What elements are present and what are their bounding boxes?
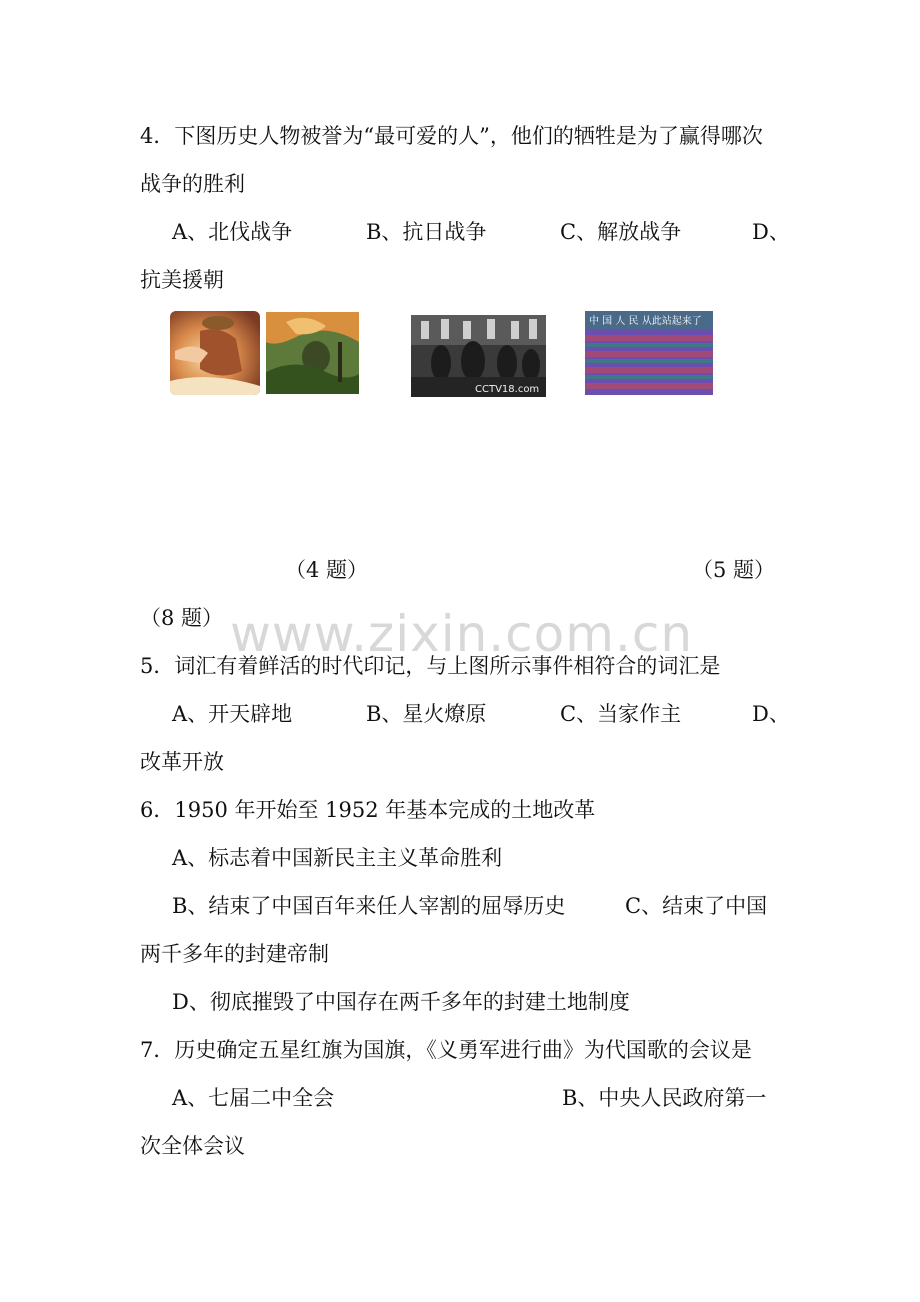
cctv-logo-text: CCTV18.com (475, 384, 540, 395)
founding-ceremony-photo (411, 315, 546, 397)
soldier-painting-1 (170, 311, 260, 395)
q7-stem: 7．历史确定五星红旗为国旗，《义勇军进行曲》为代国歌的会议是 (140, 1038, 752, 1062)
caption-q5: （5 题） (692, 558, 776, 582)
q4-stem-line2: 战争的胜利 (140, 172, 245, 196)
parade-banner-text: 中 国 人 民 从此站起来了 (589, 316, 702, 327)
watermark: www.zixin.com.cn (230, 605, 694, 663)
q4-option-d: D、 (752, 220, 790, 244)
q6-option-c: C、结束了中国 (625, 894, 768, 918)
q5-option-d: D、 (752, 702, 790, 726)
q7-option-b-cont: 次全体会议 (140, 1134, 245, 1158)
q5-stem: 5．词汇有着鲜活的时代印记，与上图所示事件相符合的词汇是 (140, 654, 721, 678)
q7-option-a: A、七届二中全会 (172, 1086, 335, 1110)
q7-option-b: B、中央人民政府第一 (562, 1086, 767, 1110)
soldier-painting-2 (266, 312, 359, 394)
q6-option-d: D、彻底摧毁了中国存在两千多年的封建土地制度 (172, 990, 630, 1014)
caption-q8: （8 题） (140, 606, 224, 630)
q5-option-c: C、当家作主 (560, 702, 682, 726)
q6-option-b: B、结束了中国百年来任人宰割的屈辱历史 (172, 894, 566, 918)
q4-option-a: A、北伐战争 (172, 220, 293, 244)
q4-option-c: C、解放战争 (560, 220, 682, 244)
q6-option-c-cont: 两千多年的封建帝制 (140, 942, 329, 966)
q6-stem: 6．1950 年开始至 1952 年基本完成的土地改革 (140, 798, 596, 822)
q5-option-b: B、星火燎原 (366, 702, 487, 726)
q4-stem-line1: 4．下图历史人物被誉为“最可爱的人”，他们的牺牲是为了赢得哪次 (140, 124, 763, 148)
caption-q4: （4 题） (285, 558, 369, 582)
q5-option-a: A、开天辟地 (172, 702, 293, 726)
q6-option-a: A、标志着中国新民主主义革命胜利 (172, 846, 503, 870)
parade-crowd-photo (585, 311, 713, 395)
q5-option-d-cont: 改革开放 (140, 750, 224, 774)
q4-option-d-cont: 抗美援朝 (140, 268, 224, 292)
q4-option-b: B、抗日战争 (366, 220, 487, 244)
